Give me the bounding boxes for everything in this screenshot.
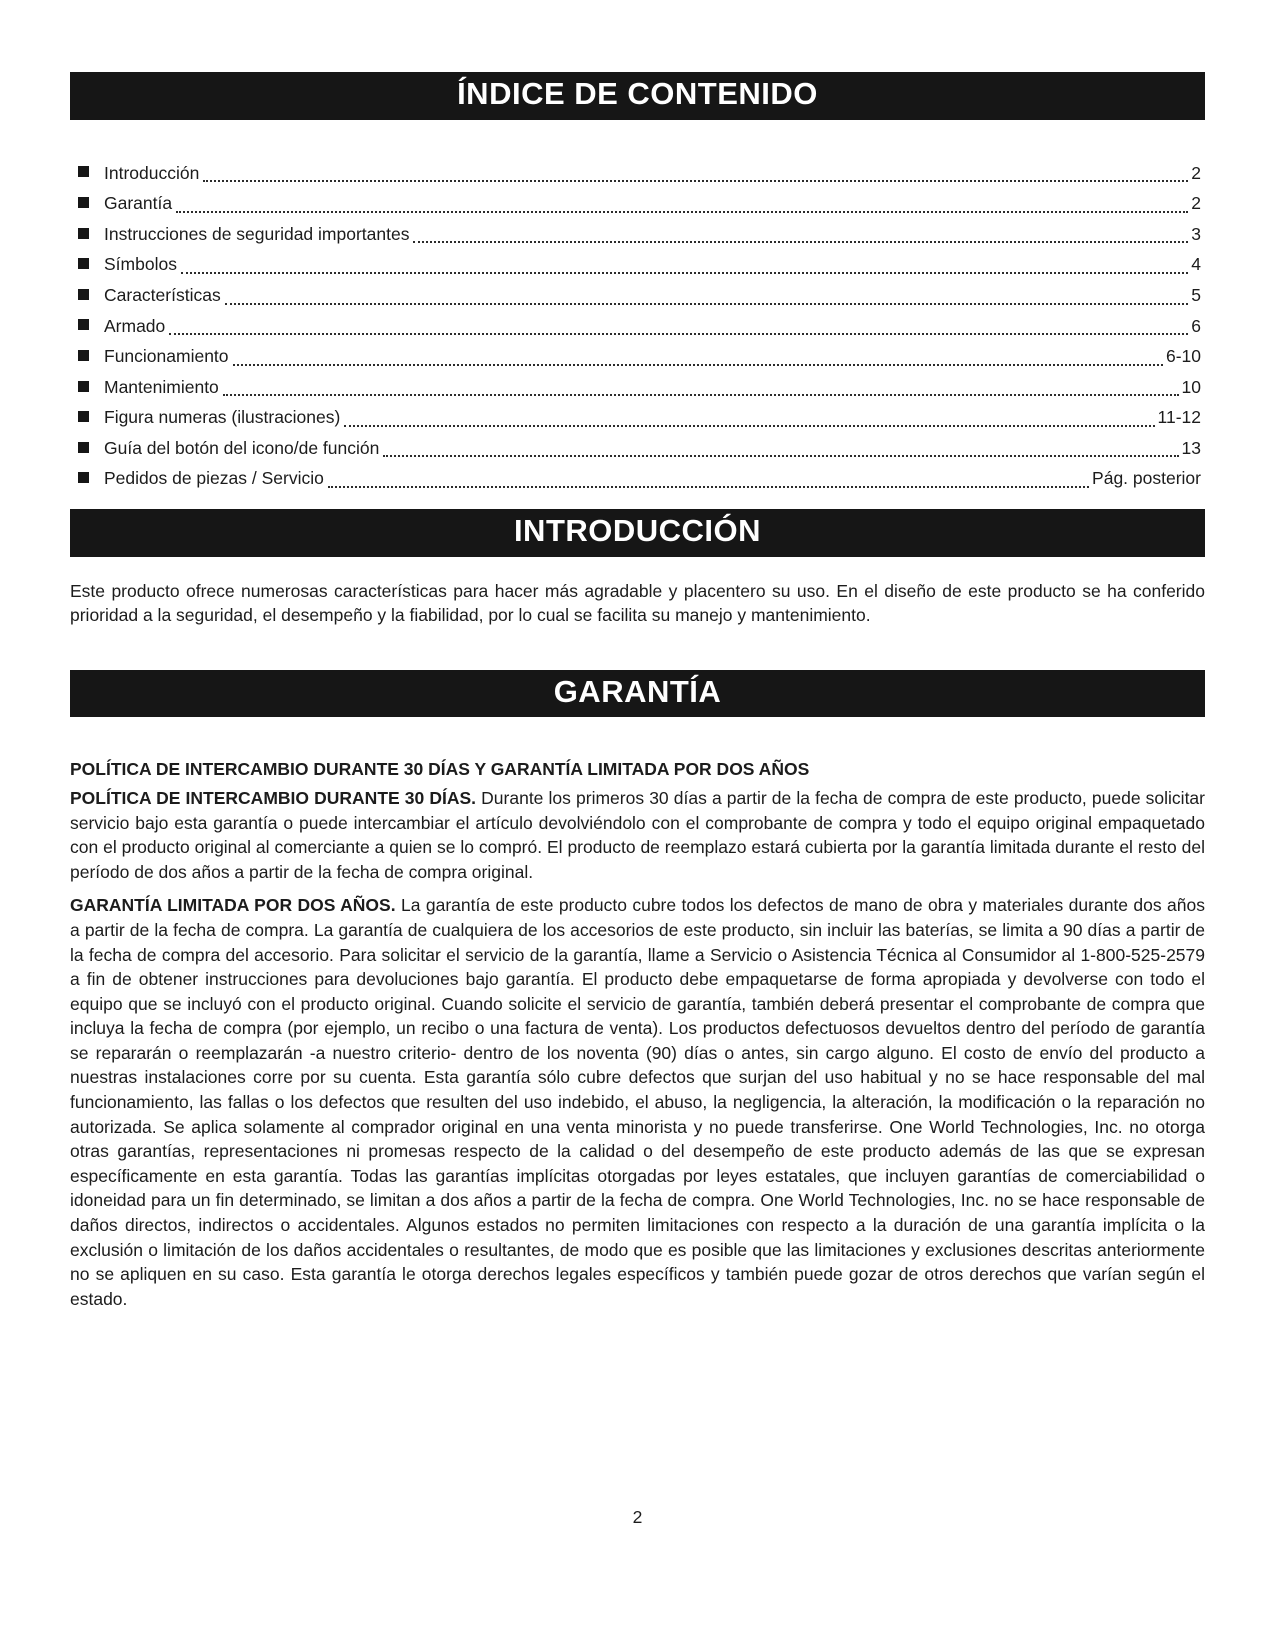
square-bullet-icon: [78, 411, 89, 422]
toc-item: [78, 341, 1201, 372]
warranty-paragraph-text: Durante los primeros 30 días a partir de la fecha de compra de este producto, puede solicitar servicio bajo esta garantía o puede intercambiar el artículo devolviéndolo con el comprobante de compra y todo el equipo original empaquetado con el producto original al comerciante a quien se lo compró. El producto de reemplazo estará cubierta por la garantía limitada durante el resto del período de dos años a partir de la fecha de compra original.: [70, 787, 1205, 882]
toc-item-page: 13: [1181, 437, 1201, 458]
toc-item-label: Guía del botón del icono/de función: [104, 437, 380, 458]
toc-item-label: Pedidos de piezas / Servicio: [104, 468, 324, 489]
toc-title: ÍNDICE DE CONTENIDO: [457, 76, 818, 111]
toc-leader-dots: [203, 180, 1188, 182]
toc-item-page: 2: [1191, 162, 1201, 183]
toc-item-page: 2: [1191, 193, 1201, 214]
toc-item-page: 3: [1191, 223, 1201, 244]
page-number: 2: [632, 1507, 643, 1527]
warranty-paragraph-exchange-policy: [70, 786, 1205, 884]
square-bullet-icon: [78, 197, 89, 208]
warranty-paragraph-limited-warranty: [70, 893, 1205, 1311]
toc-item-label: Características: [104, 284, 221, 305]
warranty-paragraph-lead: GARANTÍA LIMITADA POR DOS AÑOS.: [70, 895, 396, 916]
toc-leader-dots: [328, 486, 1089, 488]
toc-item-page: 10: [1181, 376, 1201, 397]
square-bullet-icon: [78, 166, 89, 177]
toc-item: [78, 219, 1201, 250]
toc-item: [78, 402, 1201, 433]
toc-item-label: Figura numeras (ilustraciones): [104, 407, 341, 428]
toc-item: [78, 249, 1201, 280]
toc-item: [78, 188, 1201, 219]
warranty-paragraph-lead: POLÍTICA DE INTERCAMBIO DURANTE 30 DÍAS.: [70, 787, 477, 808]
warranty-section: [70, 757, 1205, 1311]
toc-item-page: Pág. posterior: [1092, 468, 1201, 489]
square-bullet-icon: [78, 228, 89, 239]
warranty-title: GARANTÍA: [553, 673, 722, 709]
toc-item-label: Introducción: [104, 162, 200, 183]
square-bullet-icon: [78, 472, 89, 483]
toc-item: [78, 463, 1201, 494]
toc-item-page: 5: [1191, 284, 1201, 305]
toc-item-label: Símbolos: [104, 254, 177, 275]
toc-banner: [70, 72, 1205, 120]
toc-item: [78, 433, 1201, 464]
toc-leader-dots: [233, 364, 1163, 366]
toc-leader-dots: [176, 211, 1188, 213]
toc-item-page: 4: [1191, 254, 1201, 275]
toc-leader-dots: [169, 333, 1188, 335]
warranty-banner: [70, 670, 1205, 718]
square-bullet-icon: [78, 442, 89, 453]
toc-leader-dots: [223, 394, 1179, 396]
toc-item: [78, 372, 1201, 403]
toc-leader-dots: [413, 241, 1188, 243]
warranty-paragraph-text: La garantía de este producto cubre todos los defectos de mano de obra y materiales durante dos años a partir de la fecha de compra. La garantía de cualquiera de los accesorios de este producto, sin incluir las baterías, se limita a 90 días a partir de la fecha de compra del accesorio. Para solicitar el servicio de la garantía, llame a Servicio o Asistencia Técnica al Consumidor al 1-800-525-2579 a fin de obtener instrucciones para devoluciones bajo garantía. El producto debe empaquetarse de forma apropiada y devolverse con todo el equipo que se incluyó con el producto original. Cuando solicite el servicio de garantía, también deberá presentar el comprobante de compra que incluya la fecha de compra (por ejemplo, un recibo o una factura de venta). Los productos defectuosos devueltos dentro del período de garantía se repararán o reemplazarán -a nuestro criterio- dentro de los noventa (90) días o antes, sin cargo alguno. El costo de envío del producto a nuestras instalaciones corre por su cuenta. Esta garantía sólo cubre defectos que surjan del uso habitual y no se hace responsable del mal funcionamiento, las fallas o los defectos que resulten del uso indebido, el abuso, la negligencia, la alteración, la modificación o la reparación no autorizada. Se aplica solamente al comprador original en una venta minorista y no puede transferirse. One World Technologies, Inc. no otorga otras garantías, representaciones ni promesas respecto de la calidad o del desempeño de este producto además de las que se expresan específicamente en esta garantía. Todas las garantías implícitas otorgadas por leyes estatales, que incluyen garantías de comerciabilidad o idoneidad para un fin determinado, se limitan a dos años a partir de la fecha de compra. One World Technologies, Inc. no se hace responsable de daños directos, indirectos o accidentales. Algunos estados no permiten limitaciones con respecto a la duración de una garantía implícita o la exclusión o limitación de los daños accidentales o resultantes, de modo que es posible que las limitaciones y exclusiones descritas anteriormente no se apliquen en su caso. Esta garantía le otorga derechos legales específicos y también puede gozar de otros derechos que varían según el estado.: [70, 895, 1205, 1309]
toc-list: [78, 158, 1201, 495]
toc-item-label: Mantenimiento: [104, 376, 219, 397]
square-bullet-icon: [78, 350, 89, 361]
square-bullet-icon: [78, 381, 89, 392]
introduction-title: INTRODUCCIÓN: [513, 513, 762, 549]
square-bullet-icon: [78, 289, 89, 300]
warranty-heading: POLÍTICA DE INTERCAMBIO DURANTE 30 DÍAS Y GARANTÍA LIMITADA POR DOS AÑOS: [70, 759, 810, 780]
toc-item-page: 6-10: [1165, 346, 1201, 367]
toc-item-label: Funcionamiento: [104, 346, 229, 367]
toc-leader-dots: [383, 455, 1178, 457]
toc-item-label: Instrucciones de seguridad importantes: [104, 223, 410, 244]
toc-item: [78, 158, 1201, 189]
toc-item-page: 6: [1191, 315, 1201, 336]
square-bullet-icon: [78, 258, 89, 269]
square-bullet-icon: [78, 319, 89, 330]
introduction-banner: [70, 509, 1205, 557]
toc-leader-dots: [225, 303, 1189, 305]
toc-leader-dots: [344, 425, 1154, 427]
toc-item-page: 11-12: [1157, 407, 1201, 428]
toc-item: [78, 280, 1201, 311]
introduction-paragraph: Este producto ofrece numerosas características para hacer más agradable y placentero su uso. En el diseño de este producto se ha conferido prioridad a la seguridad, el desempeño y la fiabilidad, por lo cual se facilita su manejo y mantenimiento.: [70, 580, 1205, 626]
toc-item: [78, 311, 1201, 342]
toc-item-label: Garantía: [104, 193, 173, 214]
toc-leader-dots: [181, 272, 1188, 274]
toc-item-label: Armado: [104, 315, 166, 336]
